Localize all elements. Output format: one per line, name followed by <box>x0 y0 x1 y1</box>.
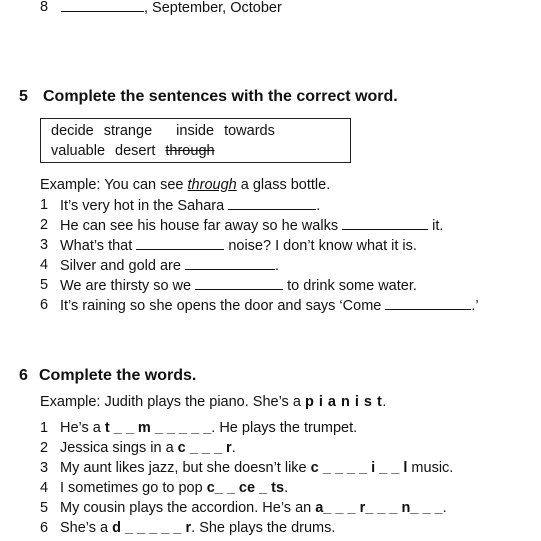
example-answer: through <box>187 177 237 193</box>
answer-blank[interactable] <box>228 196 316 210</box>
word-towards: towards <box>224 123 275 139</box>
word-through-used: through <box>165 143 215 159</box>
answer-blank[interactable] <box>185 256 275 270</box>
word-desert: desert <box>115 143 156 159</box>
sentence-text: .’ <box>471 298 479 314</box>
word-item <box>60 439 236 457</box>
sentence-text: Silver and gold are <box>60 258 185 274</box>
section-6-example <box>40 393 386 411</box>
sentence-item <box>60 296 479 315</box>
sentence-text: . <box>274 258 279 274</box>
word-item <box>60 519 335 537</box>
item-number: 4 <box>40 257 49 273</box>
sentence-text: I sometimes go to pop <box>60 480 207 496</box>
sentence-text: . <box>442 500 447 516</box>
section-5-title: Complete the sentences with the correct word. <box>43 88 398 105</box>
word-gap[interactable]: a_ _ _ r_ _ _ n_ _ _ <box>315 500 443 516</box>
item-number: 2 <box>40 440 49 456</box>
answer-blank[interactable] <box>61 0 144 12</box>
example-suffix: . <box>382 394 387 410</box>
word-decide: decide <box>51 123 94 139</box>
answer-blank[interactable] <box>136 236 224 250</box>
item-number: 6 <box>40 297 49 313</box>
example-prefix: Example: You can see <box>40 177 188 193</box>
word-valuable: valuable <box>51 143 106 159</box>
section-6-title: Complete the words. <box>39 367 197 384</box>
section-6-number: 6 <box>19 367 28 384</box>
item-number: 1 <box>40 197 49 213</box>
sentence-item <box>60 216 443 235</box>
item-number: 3 <box>40 237 49 253</box>
sentence-text: . <box>284 480 289 496</box>
sentence-text: What’s that <box>60 238 137 254</box>
sentence-item <box>60 236 417 255</box>
word-item <box>60 499 447 517</box>
item-number: 5 <box>40 500 49 516</box>
sentence-text: He can see his house far away so he walks <box>60 218 343 234</box>
sentence-text: to drink some water. <box>283 278 417 294</box>
sentence-item <box>60 256 279 275</box>
item-number: 3 <box>40 460 49 476</box>
sentence-text: noise? I don’t know what it is. <box>224 238 417 254</box>
item-number: 8 <box>40 0 49 15</box>
answer-blank[interactable] <box>342 216 428 230</box>
sentence-text: Jessica sings in a <box>60 440 178 456</box>
sentence-text: She’s a <box>60 520 113 536</box>
sentence-text: . <box>316 198 321 214</box>
sentence-text: My cousin plays the accordion. He’s an <box>60 500 316 516</box>
sentence-text: . He plays the trumpet. <box>211 420 358 436</box>
item-number: 1 <box>40 420 49 436</box>
word-box <box>40 118 351 163</box>
word-item <box>60 419 357 437</box>
top-item-text: , September, October <box>144 0 282 16</box>
example-suffix: a glass bottle. <box>236 177 331 193</box>
sentence-text: It’s raining so she opens the door and says ‘Come <box>60 298 386 314</box>
sentence-text: music. <box>407 460 454 476</box>
example-prefix: Example: Judith plays the piano. She’s a <box>40 394 305 410</box>
sentence-item <box>60 276 417 295</box>
item-number: 2 <box>40 217 49 233</box>
sentence-text: My aunt likes jazz, but she doesn’t like <box>60 460 311 476</box>
word-inside: inside <box>176 123 215 139</box>
word-box-row-2 <box>51 142 215 160</box>
sentence-text: It’s very hot in the Sahara <box>60 198 229 214</box>
word-gap[interactable]: c_ _ ce _ ts <box>206 480 285 496</box>
section-5-example <box>40 176 330 194</box>
sentence-item <box>60 196 320 215</box>
sentence-text: . She plays the drums. <box>191 520 336 536</box>
word-strange: strange <box>103 123 153 139</box>
word-item <box>60 459 453 477</box>
section-5-number: 5 <box>19 88 28 105</box>
sentence-text: it. <box>428 218 444 234</box>
word-item <box>60 479 288 497</box>
answer-blank[interactable] <box>385 296 471 310</box>
word-gap[interactable]: c _ _ _ r <box>177 440 232 456</box>
top-item-line <box>61 0 282 17</box>
item-number: 6 <box>40 520 49 536</box>
item-number: 4 <box>40 480 49 496</box>
answer-blank[interactable] <box>195 276 283 290</box>
word-gap[interactable]: t _ _ m _ _ _ _ _ <box>104 420 212 436</box>
item-number: 5 <box>40 277 49 293</box>
sentence-text: He’s a <box>60 420 105 436</box>
word-gap[interactable]: d _ _ _ _ _ r <box>112 520 192 536</box>
word-box-row-1 <box>51 122 275 140</box>
sentence-text: We are thirsty so we <box>60 278 196 294</box>
sentence-text: . <box>231 440 236 456</box>
example-answer: p i a n i s t <box>304 394 383 410</box>
word-gap[interactable]: c _ _ _ _ i _ _ l <box>310 460 408 476</box>
